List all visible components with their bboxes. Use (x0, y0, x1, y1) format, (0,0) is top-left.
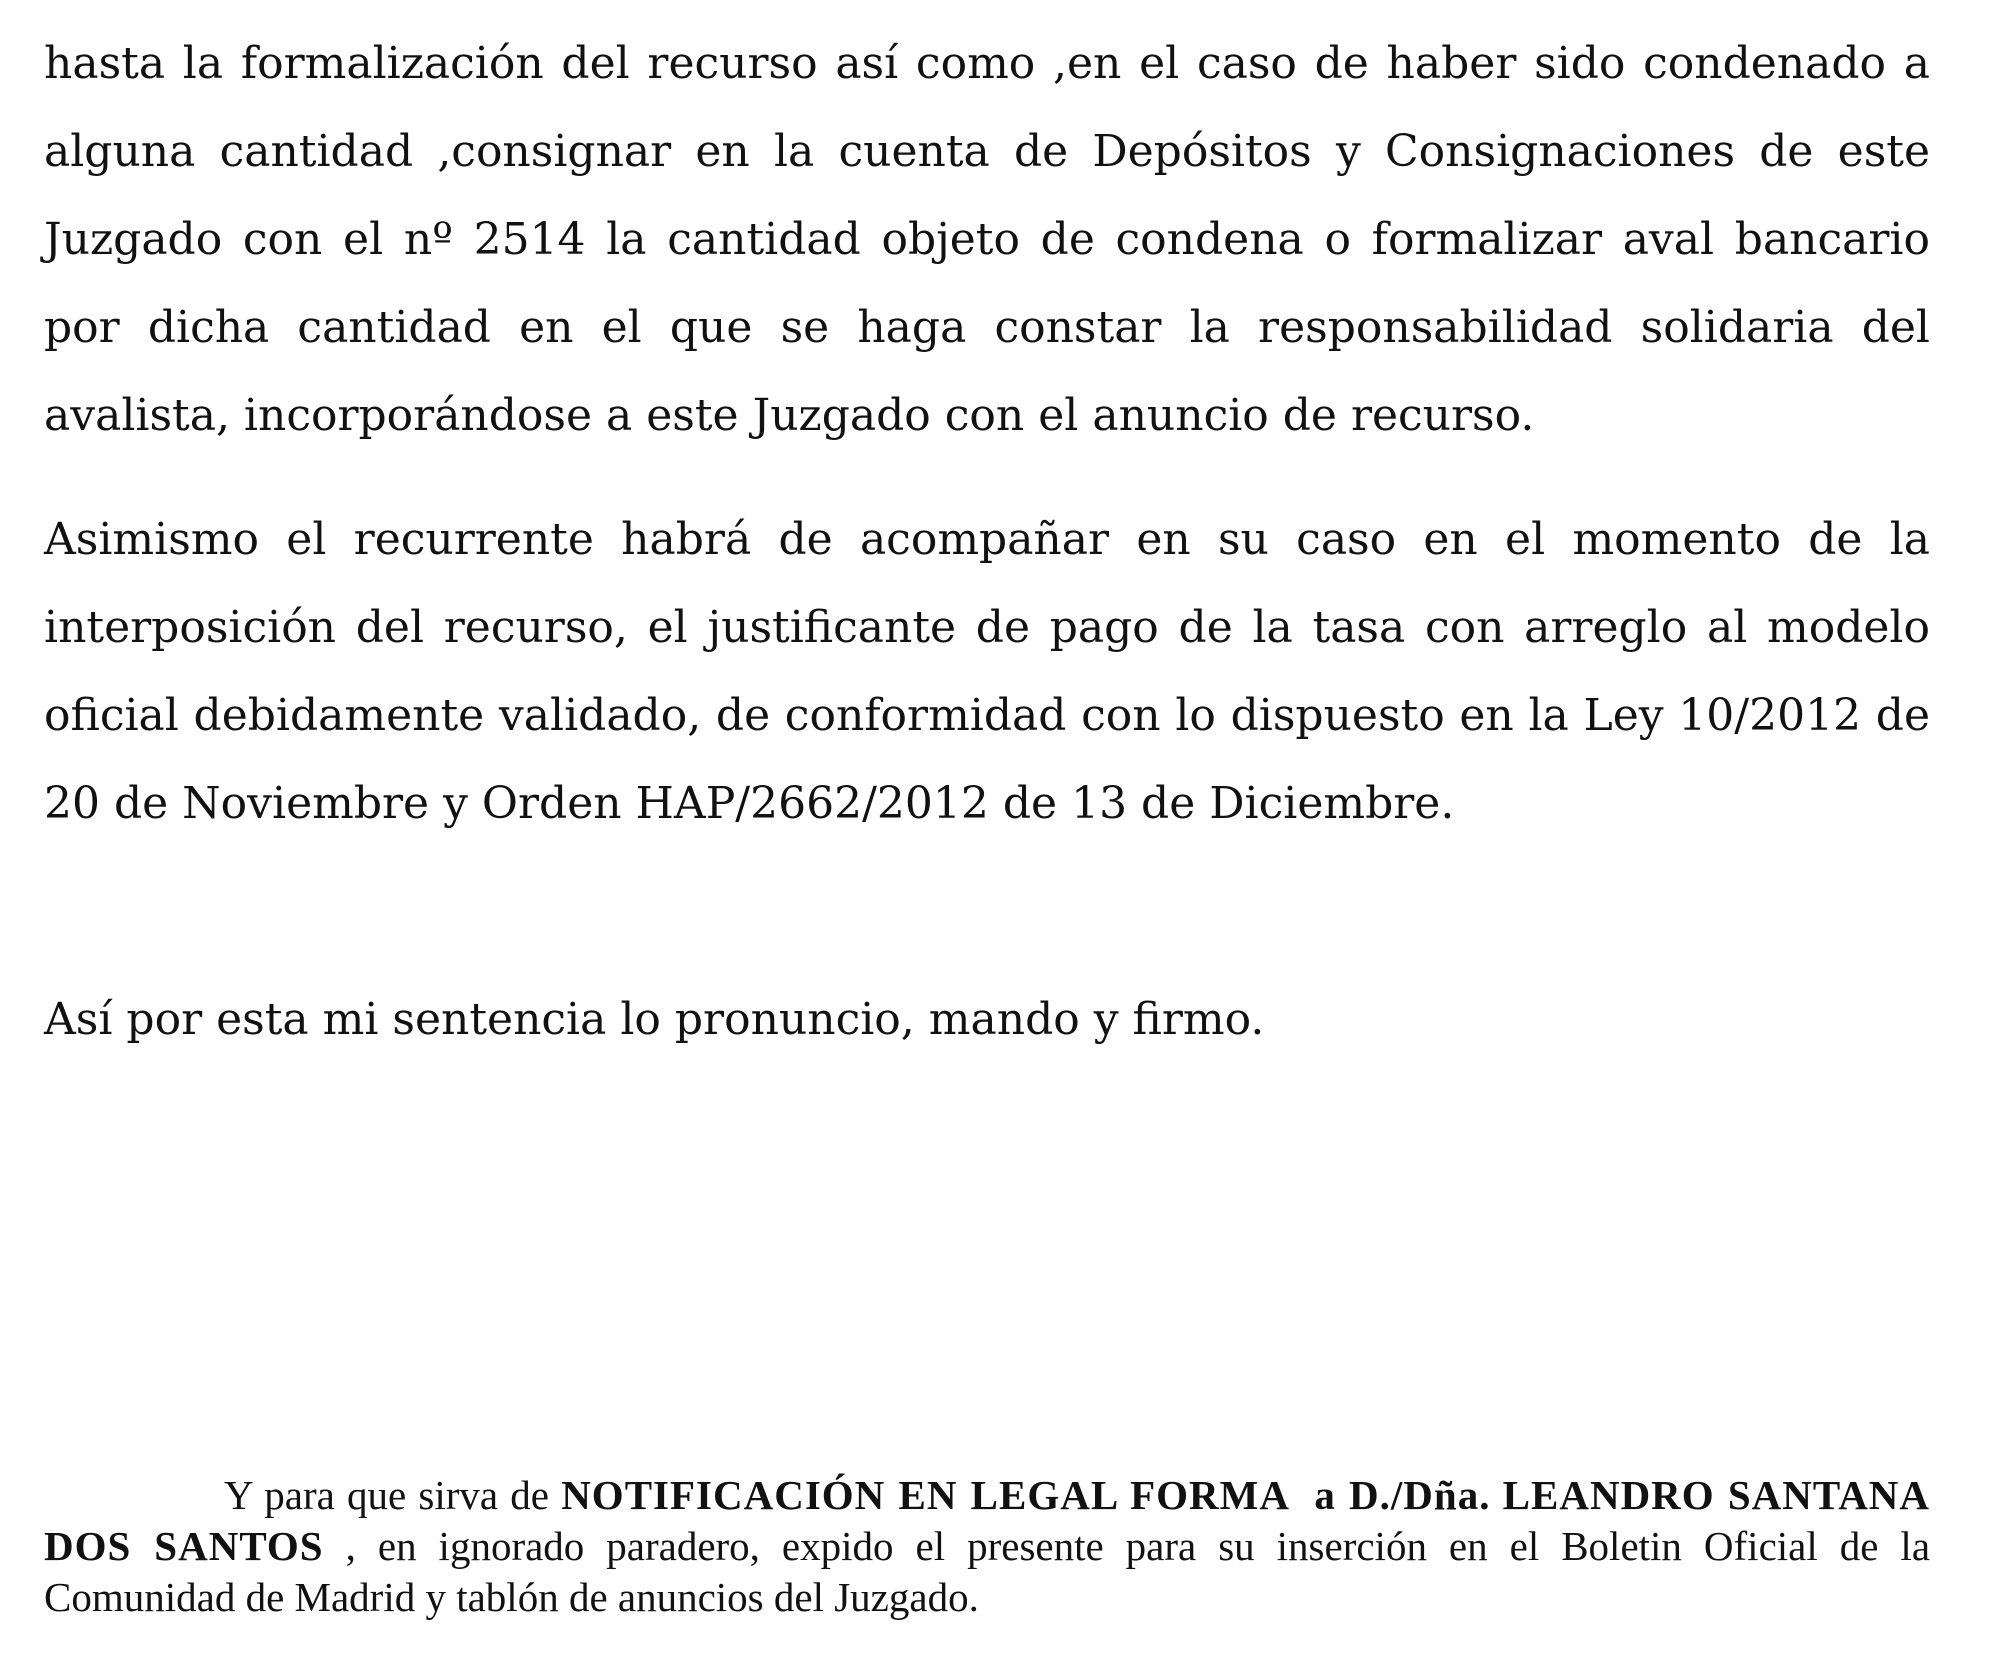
paragraph-fee-payment: Asimismo el recurrente habrá de acompañar en su caso en el momento de la interposición del recurso, el justificante de pago de la tasa con arreglo al modelo oficial debidamente validado, de conformidad con lo dispuesto en la Ley 10/2012 de 20 de Noviembre y Orden HAP/2662/2012 de 13 de Diciembre. (44, 514, 1930, 829)
notification-heading: NOTIFICACIÓN EN LEGAL FORMA (561, 1472, 1290, 1518)
paragraph-deposit-requirements: hasta la formalización del recurso así como ,en el caso de haber sido condenado a alguna cantidad ,consignar en la cuenta de Depósitos y Consignaciones de este Juzgado con el nº 2514 la cantidad objeto de condena o formalizar aval bancario por dicha cantidad en el que se haga constar la responsabilidad solidaria del avalista, incorporándose a este Juzgado con el anuncio de recurso. (44, 38, 1930, 441)
notification-intro: Y para que sirva de (224, 1472, 549, 1518)
addressee-prefix: a D./Dña. (1314, 1472, 1491, 1518)
addressee-name: LEANDRO SANTANA DOS SANTOS (44, 1472, 1931, 1569)
notification-rest: , en ignorado paradero, expido el presente para su inserción en el Boletin Oficial de la Comunidad de Madrid y tablón de anuncios del Juzgado. (44, 1523, 1931, 1620)
paragraph-sentence-signature: Así por esta mi sentencia lo pronuncio, mando y firmo. (44, 994, 1265, 1045)
notification-paragraph (44, 1470, 1930, 1623)
